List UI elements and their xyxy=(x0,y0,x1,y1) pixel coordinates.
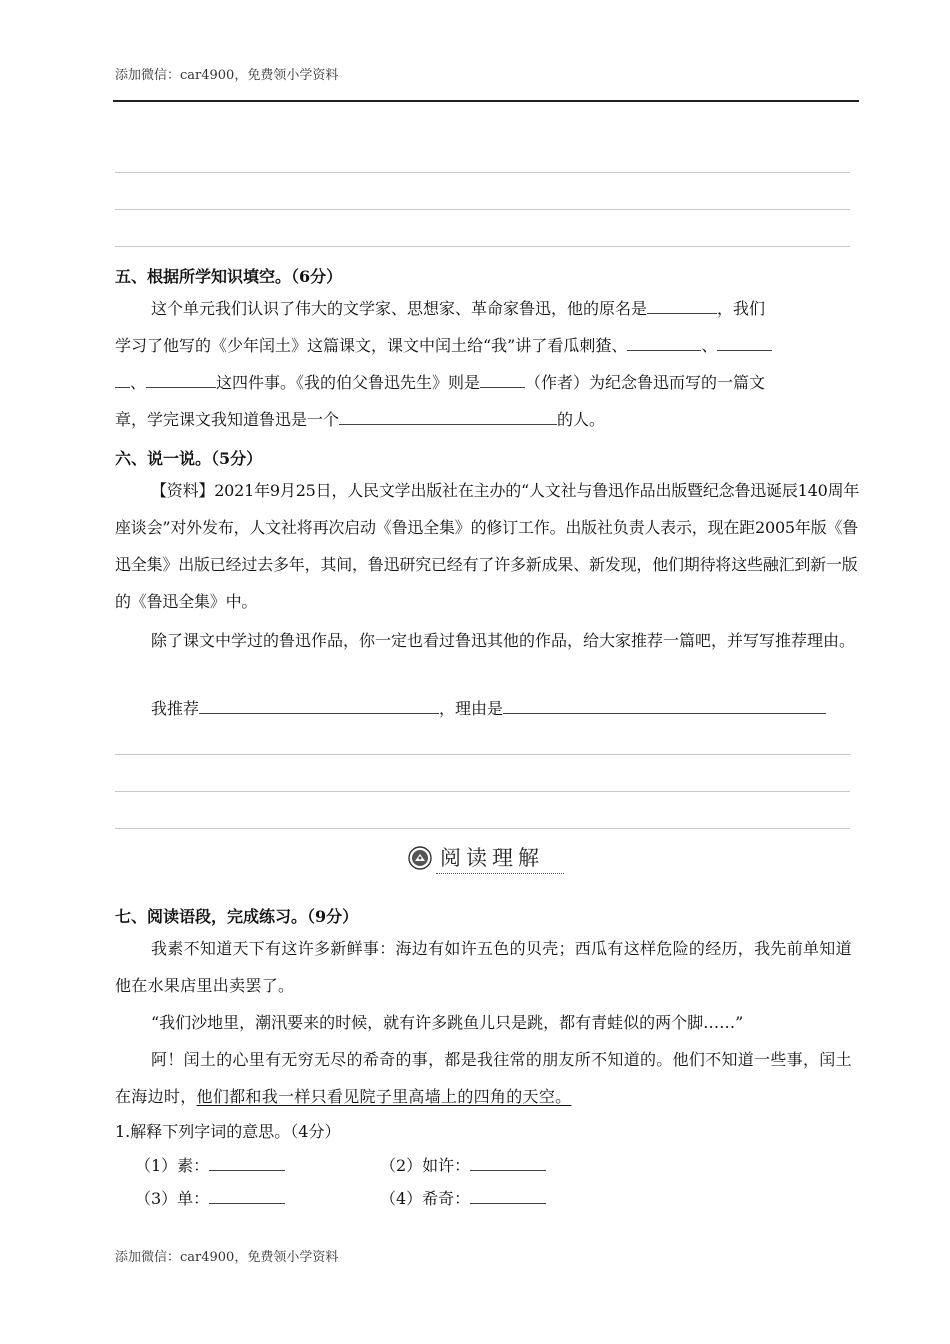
reason-blank[interactable] xyxy=(503,699,826,714)
section7-title: 七、阅读语段，完成练习。（9分） xyxy=(115,907,359,926)
fill-blank-story-2[interactable] xyxy=(627,336,701,351)
answer-line[interactable] xyxy=(115,754,850,755)
fill-blank-description[interactable] xyxy=(339,410,557,425)
fill-blank-author[interactable] xyxy=(480,373,525,388)
recommend-row xyxy=(115,690,860,727)
vocab-label: （2）如许： xyxy=(380,1156,471,1175)
underlined-sentence: 他们都和我一样只看见院子里高墙上的四角的天空。 xyxy=(196,1087,572,1106)
answer-line[interactable] xyxy=(115,791,850,792)
page-footer: 添加微信：car4900，免费领小学资料 xyxy=(115,1250,339,1265)
recommend-blank[interactable] xyxy=(199,699,439,714)
vocab-blank[interactable] xyxy=(209,1156,285,1171)
fill-blank-name[interactable] xyxy=(647,299,717,314)
text-segment: 、 xyxy=(130,373,147,392)
section5-body xyxy=(115,401,860,438)
answer-line[interactable] xyxy=(115,828,850,829)
vocab-item xyxy=(380,1153,546,1176)
text-segment: 阿！闰土的心里有无穷无尽的希奇的事，都是我往常的朋友所不知道的。他们不知道一些事，闰土在海边时， xyxy=(115,1050,852,1106)
vocab-label: （1）素： xyxy=(135,1156,210,1175)
reading-icon xyxy=(408,846,432,870)
banner-underline xyxy=(436,873,564,874)
answer-line[interactable] xyxy=(115,246,850,247)
text-segment: 、 xyxy=(701,336,718,355)
vocab-item xyxy=(135,1186,285,1209)
vocab-item xyxy=(380,1186,546,1209)
answer-line[interactable] xyxy=(115,209,850,210)
text-segment: 这个单元我们认识了伟大的文学家、思想家、革命家鲁迅，他的原名是 xyxy=(151,299,648,318)
passage-paragraph-2: “我们沙地里，潮汛要来的时候，就有许多跳鱼儿只是跳，都有青蛙似的两个脚……” xyxy=(151,1013,744,1032)
section6-material: 【资料】2021年9月25日，人民文学出版社在主办的“人文社与鲁迅作品出版暨纪念鲁迅诞辰140周年座谈会”对外发布，人文社将再次启动《鲁迅全集》的修订工作。出版社负责人表示，现在距2005年版《鲁迅全集》出版已经过去多年，其间，鲁迅研究已经有了许多新成果、新发现，他们期待将这些融汇到新一版的《鲁迅全集》中。 xyxy=(115,481,860,611)
answer-line[interactable] xyxy=(115,172,850,173)
question-1: 1.解释下列字词的意思。（4分） xyxy=(115,1122,341,1141)
vocab-label: （3）单： xyxy=(135,1189,210,1208)
text-segment: 这四件事。《我的伯父鲁迅先生》则是 xyxy=(216,373,481,392)
page-header: 添加微信：car4900，免费领小学资料 xyxy=(115,68,339,83)
section6-prompt: 除了课文中学过的鲁迅作品，你一定也看过鲁迅其他的作品，给大家推荐一篇吧，并写写推荐理由。 xyxy=(151,631,856,650)
fill-blank-story-3-cont[interactable] xyxy=(115,373,130,388)
recommend-label: 我推荐 xyxy=(151,699,200,718)
text-segment: （作者）为纪念鲁迅而写的一篇文 xyxy=(525,373,766,392)
header-rule xyxy=(113,100,859,102)
section5-body xyxy=(115,290,860,327)
vocab-label: （4）希奇： xyxy=(380,1189,471,1208)
reading-comprehension-banner xyxy=(408,840,568,878)
vocab-item xyxy=(135,1153,285,1176)
text-segment: ，我们 xyxy=(717,299,766,318)
section5-body xyxy=(115,364,860,401)
reason-label: ，理由是 xyxy=(439,699,504,718)
section5-title: 五、根据所学知识填空。（6分） xyxy=(115,267,343,286)
text-segment: 学习了他写的《少年闰土》这篇课文，课文中闰土给“我”讲了看瓜刺猹、 xyxy=(115,336,628,355)
text-segment: 的人。 xyxy=(557,410,606,429)
fill-blank-story-4[interactable] xyxy=(146,373,216,388)
section6-title: 六、说一说。（5分） xyxy=(115,449,263,468)
passage-paragraph-1: 我素不知道天下有这许多新鲜事：海边有如许五色的贝壳；西瓜有这样危险的经历，我先前单知道他在水果店里出卖罢了。 xyxy=(115,939,852,995)
passage-paragraph-3 xyxy=(115,1041,860,1115)
fill-blank-story-3[interactable] xyxy=(717,336,772,351)
banner-title: 阅读理解 xyxy=(440,846,544,870)
text-segment: 章，学完课文我知道鲁迅是一个 xyxy=(115,410,340,429)
vocab-blank[interactable] xyxy=(470,1156,546,1171)
vocab-blank[interactable] xyxy=(470,1189,546,1204)
vocab-blank[interactable] xyxy=(209,1189,285,1204)
section5-body xyxy=(115,327,860,364)
